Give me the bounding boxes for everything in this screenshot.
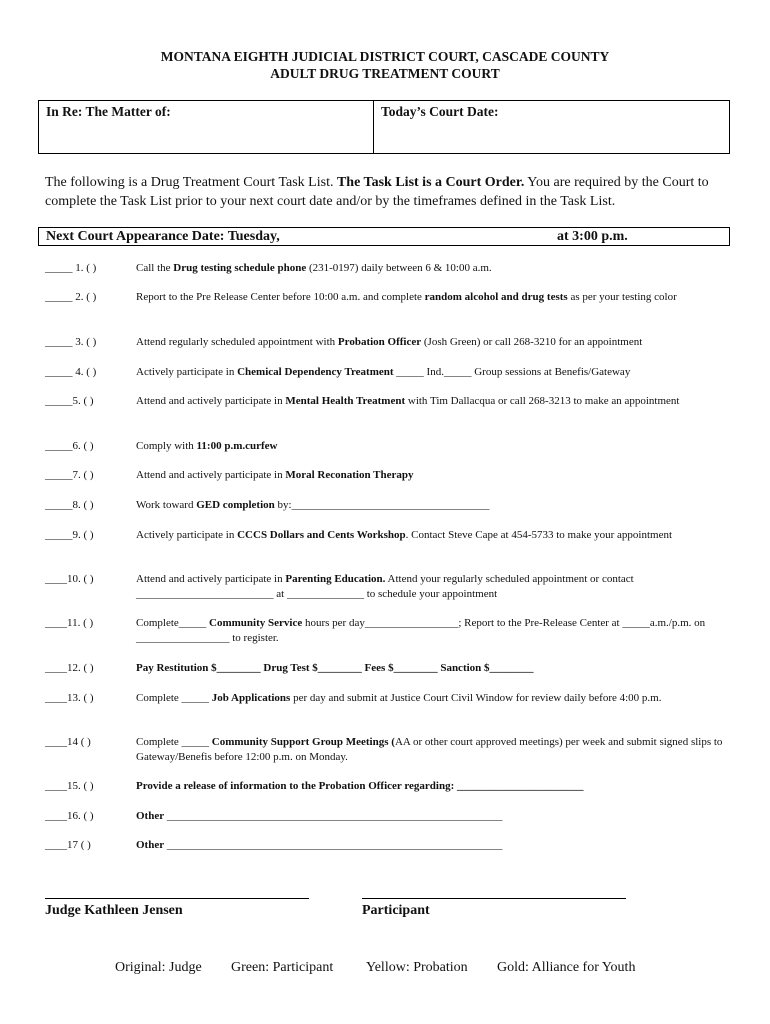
footer-original: Original: Judge	[115, 960, 202, 975]
task-text: AA or other court approved meetings) per week and submit signed slips to Gateway/Benefis before 12:00 p.m. on Monday.	[136, 736, 723, 763]
appearance-time: at 3:00 p.m.	[557, 229, 628, 244]
task-bold-text: Community Service	[209, 617, 303, 629]
task-description	[136, 335, 726, 350]
participant-signature-label: Participant	[362, 903, 430, 918]
task-description	[136, 468, 726, 483]
task-text: with Tim Dallacqua or call 268-3213 to make an appointment	[405, 395, 680, 407]
task-text: Actively participate in	[136, 529, 238, 541]
task-text: Report to the Pre Release Center before 10:00 a.m. and complete	[136, 291, 425, 303]
task-bold-text: Probation Officer	[337, 336, 422, 348]
task-bold-text: Community Support Group Meetings (	[211, 736, 395, 748]
task-description	[136, 290, 726, 305]
task-description	[136, 365, 726, 380]
task-checkbox-blank[interactable]: ____14 ( )	[45, 736, 91, 748]
task-checkbox-blank[interactable]: ____10. ( )	[45, 573, 94, 585]
task-checkbox-blank[interactable]: ____11. ( )	[45, 617, 94, 629]
task-description	[136, 838, 726, 853]
intro-text-2: You are required by the Court to complete the Task List prior to your next court date and/or by the timeframes defined in the Task List.	[45, 175, 709, 209]
task-text: Attend and actively participate in	[136, 573, 286, 585]
task-bold-text: 11:00 p.m.curfew	[196, 440, 278, 452]
task-description	[136, 498, 726, 513]
footer-green: Green: Participant	[231, 960, 334, 975]
task-bold-text: random alcohol and drug tests	[424, 291, 568, 303]
task-description	[136, 439, 726, 454]
task-bold-text: Pay Restitution $________ Drug Test $________ Fees $________ Sanction $________	[136, 662, 534, 674]
task-checkbox-blank[interactable]: ____16. ( )	[45, 810, 94, 822]
task-bold-text: Parenting Education.	[285, 573, 386, 585]
task-text: (Josh Green) or call 268-3210 for an appointment	[421, 336, 643, 348]
task-text: Complete _____	[136, 736, 212, 748]
task-description	[136, 691, 726, 706]
court-program-heading: ADULT DRUG TREATMENT COURT	[270, 66, 500, 81]
task-bold-text: Other	[136, 839, 165, 851]
task-description	[136, 661, 726, 676]
participant-signature-line[interactable]	[362, 898, 626, 899]
task-bold-text: GED completion	[196, 499, 275, 511]
task-checkbox-blank[interactable]: _____7. ( )	[45, 469, 94, 481]
task-text: Complete _____	[136, 692, 212, 704]
task-bold-text: Other	[136, 810, 165, 822]
task-description	[136, 779, 726, 794]
judge-signature-line[interactable]	[45, 898, 309, 899]
task-text: Work toward	[136, 499, 197, 511]
task-text: hours per day_________________; Report to the Pre-Release Center at _____a.m./p.m. on _________________ to register.	[136, 617, 706, 644]
court-date-label: Today’s Court Date:	[381, 104, 499, 119]
task-checkbox-blank[interactable]: ____12. ( )	[45, 662, 94, 674]
task-checkbox-blank[interactable]: _____ 4. ( )	[45, 366, 97, 378]
task-text: Complete_____	[136, 617, 210, 629]
task-description	[136, 735, 726, 765]
task-checkbox-blank[interactable]: _____ 2. ( )	[45, 291, 97, 303]
task-text: (231-0197) daily between 6 & 10:00 a.m.	[306, 262, 492, 274]
intro-court-order-text: The Task List is a Court Order.	[336, 175, 525, 190]
intro-text-1: The following is a Drug Treatment Court Task List.	[45, 175, 337, 190]
task-text: _____________________________________________________________	[164, 810, 503, 822]
task-text: Actively participate in	[136, 366, 238, 378]
task-bold-text: Provide a release of information to the Probation Officer regarding: _______________________	[136, 780, 584, 792]
task-checkbox-blank[interactable]: _____ 1. ( )	[45, 262, 97, 274]
task-text: Attend and actively participate in	[136, 469, 286, 481]
task-text: as per your testing color	[567, 291, 677, 303]
task-checkbox-blank[interactable]: ____15. ( )	[45, 780, 94, 792]
task-description	[136, 809, 726, 824]
task-text: by:____________________________________	[274, 499, 490, 511]
task-description	[136, 572, 726, 602]
next-appearance-label: Next Court Appearance Date: Tuesday,	[46, 229, 280, 244]
task-checkbox-blank[interactable]: _____5. ( )	[45, 395, 94, 407]
matter-label: In Re: The Matter of:	[46, 104, 171, 119]
task-description	[136, 528, 726, 543]
task-text: per day and submit at Justice Court Civil Window for review daily before 4:00 p.m.	[290, 692, 662, 704]
task-bold-text: Chemical Dependency Treatment	[237, 366, 394, 378]
task-text: Attend your regularly scheduled appointment or contact _________________________ at ______________ to schedule your appointment	[136, 573, 634, 600]
task-checkbox-blank[interactable]: _____ 3. ( )	[45, 336, 97, 348]
task-text: Attend and actively participate in	[136, 395, 286, 407]
task-description	[136, 394, 726, 409]
task-checkbox-blank[interactable]: ____17 ( )	[45, 839, 91, 851]
task-description	[136, 616, 726, 646]
task-text: . Contact Steve Cape at 454-5733 to make your appointment	[405, 529, 673, 541]
task-checkbox-blank[interactable]: _____6. ( )	[45, 440, 94, 452]
task-bold-text: CCCS Dollars and Cents Workshop	[237, 529, 406, 541]
task-checkbox-blank[interactable]: _____8. ( )	[45, 499, 94, 511]
court-name-heading: MONTANA EIGHTH JUDICIAL DISTRICT COURT, CASCADE COUNTY	[160, 49, 610, 64]
task-text: _____________________________________________________________	[164, 839, 503, 851]
footer-gold: Gold: Alliance for Youth	[497, 960, 636, 975]
task-description	[136, 261, 726, 276]
task-checkbox-blank[interactable]: _____9. ( )	[45, 529, 94, 541]
task-bold-text: Drug testing schedule phone	[173, 262, 307, 274]
task-bold-text: Mental Health Treatment	[285, 395, 406, 407]
task-text: Attend regularly scheduled appointment with	[136, 336, 338, 348]
task-text: Comply with	[136, 440, 197, 452]
task-bold-text: Moral Reconation Therapy	[285, 469, 414, 481]
task-text: Call the	[136, 262, 174, 274]
task-bold-text: Job Applications	[211, 692, 291, 704]
footer-yellow: Yellow: Probation	[366, 960, 468, 975]
judge-signature-label: Judge Kathleen Jensen	[45, 903, 183, 918]
task-text: _____ Ind._____ Group sessions at Benefis/Gateway	[393, 366, 631, 378]
task-checkbox-blank[interactable]: ____13. ( )	[45, 692, 94, 704]
